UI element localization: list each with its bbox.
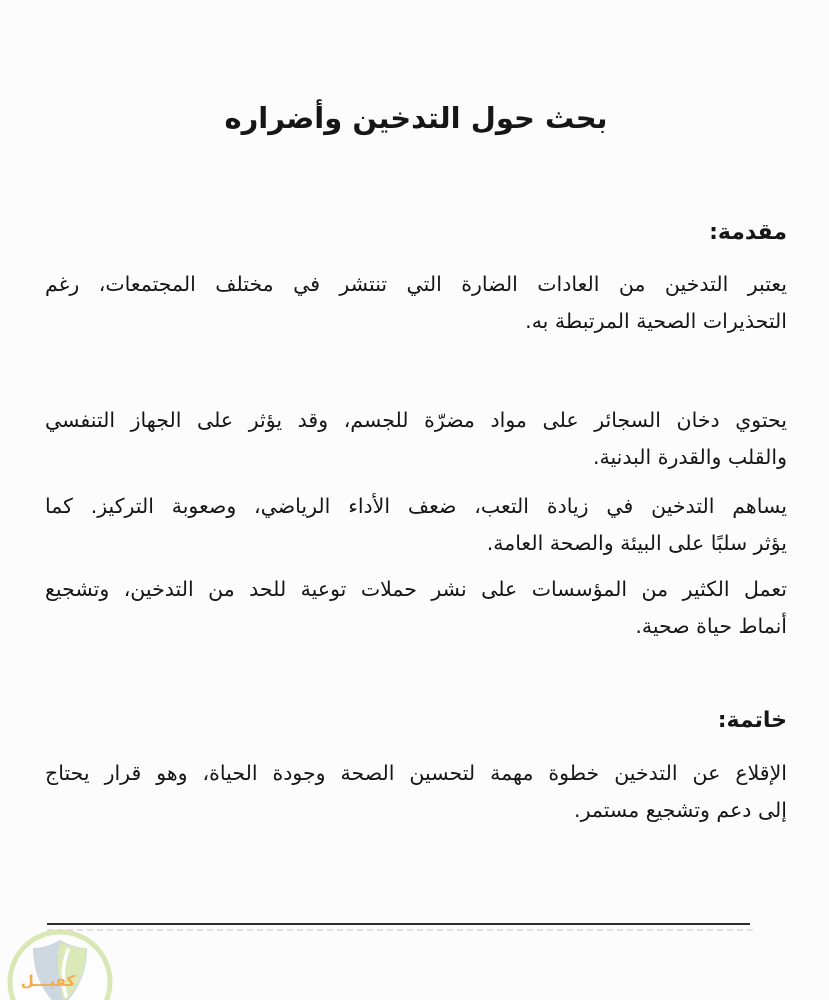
paragraph-line: يؤثر سلبًا على البيئة والصحة العامة. xyxy=(486,531,787,556)
paragraph-line: الإقلاع عن التدخين خطوة مهمة لتحسين الصحة وجودة الحياة، وهو قرار يحتاج xyxy=(45,760,787,785)
intro-heading: مقدمة: xyxy=(709,220,787,245)
paragraph-line: يساهم التدخين في زيادة التعب، ضعف الأداء الرياضي، وصعوبة التركيز. كما xyxy=(45,494,787,519)
kafeel-watermark-logo xyxy=(0,924,128,1000)
paragraph-line: والقلب والقدرة البدنية. xyxy=(592,445,787,470)
body-paragraph-2 xyxy=(45,488,787,562)
intro-paragraph xyxy=(45,266,787,340)
conclusion-heading: خاتمة: xyxy=(717,708,787,734)
body-paragraph-3 xyxy=(45,571,787,645)
footer-divider-line xyxy=(47,923,750,925)
paragraph-line: التحذيرات الصحية المرتبطة به. xyxy=(525,309,787,334)
watermark-brand-text: كفيـــل xyxy=(20,972,76,990)
paragraph-line: تعمل الكثير من المؤسسات على نشر حملات توعية للحد من التدخين، وتشجيع xyxy=(45,577,787,602)
body-paragraph-1 xyxy=(45,402,787,476)
conclusion-paragraph xyxy=(45,755,787,829)
paragraph-line: يحتوي دخان السجائر على مواد مضرّة للجسم، وقد يؤثر على الجهاز التنفسي xyxy=(45,408,787,433)
footer-divider-dotted-echo xyxy=(47,929,753,931)
paragraph-line: يعتبر التدخين من العادات الضارة التي تنتشر في مختلف المجتمعات، رغم xyxy=(45,272,787,297)
paragraph-line: أنماط حياة صحية. xyxy=(635,614,787,639)
document-title: بحث حول التدخين وأضراره xyxy=(224,101,608,135)
paragraph-line: إلى دعم وتشجيع مستمر. xyxy=(574,797,787,822)
